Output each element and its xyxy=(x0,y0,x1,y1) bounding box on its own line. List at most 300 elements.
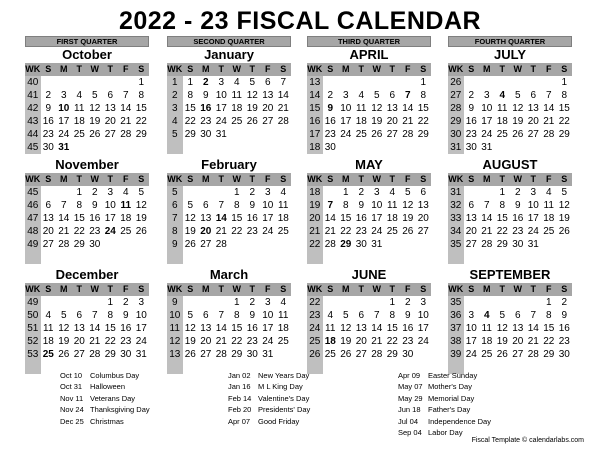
day-cell xyxy=(369,141,385,154)
day-cell: 15 xyxy=(386,323,398,334)
week-number xyxy=(307,251,323,264)
day-cell: 30 xyxy=(355,239,367,250)
day-cell: 26 xyxy=(135,226,147,237)
day-cell xyxy=(118,238,134,251)
day-cell: 11 xyxy=(543,200,554,211)
day-cell: 12 xyxy=(184,323,196,334)
day-cell xyxy=(118,251,134,264)
day-cell: 14 xyxy=(120,103,132,114)
day-cell: 6 xyxy=(107,90,114,101)
day-cell: 9 xyxy=(249,310,256,321)
weekday-header: F xyxy=(118,63,134,76)
day-cell: 10 xyxy=(465,323,477,334)
day-cell: 17 xyxy=(527,213,539,224)
day-cell xyxy=(103,238,119,251)
day-cell: 8 xyxy=(138,90,145,101)
day-cell xyxy=(260,251,276,264)
holiday-column xyxy=(398,370,491,438)
day-cell: 16 xyxy=(89,213,101,224)
day-cell xyxy=(338,296,354,309)
holiday-name: Mother's Day xyxy=(428,382,472,392)
day-cell xyxy=(198,141,214,154)
day-cell xyxy=(229,128,245,141)
day-cell: 17 xyxy=(481,116,493,127)
day-cell: 8 xyxy=(499,200,506,211)
weekday-header: W xyxy=(229,63,245,76)
month-block xyxy=(448,267,572,374)
day-cell: 25 xyxy=(120,226,132,237)
day-cell: 4 xyxy=(122,187,129,198)
month-block xyxy=(448,157,572,264)
day-cell xyxy=(276,251,292,264)
day-cell: 18 xyxy=(386,213,398,224)
day-cell xyxy=(260,238,276,251)
day-cell: 20 xyxy=(465,226,477,237)
holiday-date: May 29 xyxy=(398,393,423,403)
week-number: 9 xyxy=(167,238,183,251)
day-cell: 26 xyxy=(558,226,570,237)
day-cell xyxy=(87,296,103,309)
day-cell: 28 xyxy=(527,349,539,360)
month-block xyxy=(448,47,572,154)
day-cell: 5 xyxy=(404,187,411,198)
weekday-header: F xyxy=(260,283,276,296)
day-cell xyxy=(72,296,88,309)
day-cell xyxy=(416,348,432,361)
day-cell xyxy=(510,251,526,264)
day-cell: 3 xyxy=(373,187,380,198)
weekday-header: T xyxy=(495,173,511,186)
day-cell: 9 xyxy=(358,200,365,211)
day-cell xyxy=(416,141,432,154)
holiday-date: Jan 02 xyxy=(228,371,251,380)
day-cell: 16 xyxy=(465,116,477,127)
week-number-header: WK xyxy=(307,284,323,294)
day-cell xyxy=(198,296,214,309)
day-cell: 21 xyxy=(277,103,289,114)
day-cell: 22 xyxy=(496,226,508,237)
day-cell: 4 xyxy=(76,90,83,101)
day-cell: 9 xyxy=(561,310,568,321)
day-cell: 29 xyxy=(340,239,352,250)
day-cell: 7 xyxy=(218,200,225,211)
day-cell: 12 xyxy=(184,213,196,224)
day-cell: 18 xyxy=(496,116,508,127)
day-cell: 11 xyxy=(278,310,289,321)
day-cell: 17 xyxy=(371,213,383,224)
day-cell: 18 xyxy=(277,323,289,334)
day-cell: 28 xyxy=(481,239,493,250)
holiday-date: Feb 20 xyxy=(228,405,252,415)
day-cell: 24 xyxy=(262,226,274,237)
day-cell: 20 xyxy=(200,336,212,347)
day-cell: 20 xyxy=(512,336,524,347)
day-cell: 17 xyxy=(340,116,352,127)
day-cell: 29 xyxy=(386,349,398,360)
day-cell: 1 xyxy=(389,297,396,308)
day-cell: 28 xyxy=(89,349,101,360)
day-cell: 19 xyxy=(58,336,70,347)
day-cell: 14 xyxy=(402,103,414,114)
week-number: 18 xyxy=(307,141,323,154)
day-cell: 11 xyxy=(387,200,398,211)
day-cell xyxy=(526,141,542,154)
holiday-name: Easter Sunday xyxy=(428,371,478,380)
week-number: 45 xyxy=(25,141,41,154)
weekday-header: M xyxy=(479,283,495,296)
holiday-name: Halloween xyxy=(90,382,126,392)
day-cell xyxy=(557,238,573,251)
day-cell: 27 xyxy=(465,239,477,250)
day-cell xyxy=(245,238,261,251)
day-cell xyxy=(56,186,72,199)
day-cell: 12 xyxy=(371,103,383,114)
week-number: 41 xyxy=(25,89,41,102)
week-number-header: WK xyxy=(448,174,464,184)
day-cell: 3 xyxy=(264,187,271,198)
day-cell: 31 xyxy=(135,349,147,360)
week-number-header: WK xyxy=(448,284,464,294)
day-cell: 25 xyxy=(324,349,336,360)
month-block xyxy=(307,267,431,374)
holiday-item xyxy=(60,416,150,427)
day-cell xyxy=(495,251,511,264)
day-cell xyxy=(276,348,292,361)
day-cell: 15 xyxy=(231,323,243,334)
day-cell: 27 xyxy=(262,116,274,127)
day-cell: 19 xyxy=(246,103,258,114)
week-number: 13 xyxy=(307,76,323,89)
day-cell: 23 xyxy=(120,336,132,347)
day-cell: 7 xyxy=(60,200,67,211)
page-title: 2022 - 23 FISCAL CALENDAR xyxy=(118,7,482,35)
day-cell: 20 xyxy=(42,226,54,237)
day-cell: 28 xyxy=(324,239,336,250)
day-cell: 10 xyxy=(215,90,227,101)
day-cell: 31 xyxy=(58,142,70,153)
day-cell: 12 xyxy=(496,323,508,334)
day-cell xyxy=(495,296,511,309)
day-cell xyxy=(495,141,511,154)
day-cell: 20 xyxy=(73,336,85,347)
week-number: 17 xyxy=(307,128,323,141)
day-cell: 5 xyxy=(138,187,145,198)
weekday-header: F xyxy=(541,283,557,296)
weekday-header: M xyxy=(56,63,72,76)
day-cell xyxy=(541,238,557,251)
weekday-header: S xyxy=(557,173,573,186)
week-number: 47 xyxy=(25,212,41,225)
day-cell xyxy=(510,361,526,374)
weekday-header: T xyxy=(245,63,261,76)
day-cell: 14 xyxy=(481,213,493,224)
day-cell xyxy=(338,141,354,154)
day-cell: 17 xyxy=(262,323,274,334)
footer-credit: Fiscal Template © calendarlabs.com xyxy=(471,437,584,444)
day-cell: 25 xyxy=(231,116,243,127)
month-block xyxy=(25,47,149,154)
day-cell: 5 xyxy=(514,90,521,101)
day-cell: 8 xyxy=(233,200,240,211)
week-number: 7 xyxy=(167,212,183,225)
day-cell xyxy=(260,128,276,141)
day-cell: 2 xyxy=(249,187,256,198)
day-cell: 23 xyxy=(465,129,477,140)
week-number: 39 xyxy=(448,348,464,361)
weekday-header: T xyxy=(245,173,261,186)
day-cell: 12 xyxy=(58,323,70,334)
day-cell xyxy=(541,251,557,264)
week-number: 34 xyxy=(448,225,464,238)
month-block xyxy=(167,47,291,154)
weekday-header: T xyxy=(103,63,119,76)
week-number: 32 xyxy=(448,199,464,212)
day-cell: 7 xyxy=(373,310,380,321)
week-number xyxy=(167,251,183,264)
day-cell xyxy=(183,141,199,154)
day-cell: 6 xyxy=(389,90,396,101)
week-number: 40 xyxy=(25,76,41,89)
day-cell: 30 xyxy=(246,349,258,360)
day-cell: 16 xyxy=(42,116,54,127)
day-cell: 30 xyxy=(42,142,54,153)
day-cell: 30 xyxy=(558,349,570,360)
day-cell: 11 xyxy=(325,323,336,334)
day-cell xyxy=(338,251,354,264)
holiday-date: Nov 11 xyxy=(60,393,84,403)
weekday-header: W xyxy=(87,283,103,296)
holiday-name: Veterans Day xyxy=(90,393,136,403)
weekday-header: F xyxy=(260,173,276,186)
day-cell: 18 xyxy=(324,336,336,347)
day-cell xyxy=(323,76,339,89)
weekday-header: T xyxy=(385,173,401,186)
day-cell: 18 xyxy=(277,213,289,224)
weekday-header: S xyxy=(416,63,432,76)
day-cell: 13 xyxy=(465,213,477,224)
day-cell: 9 xyxy=(249,200,256,211)
weekday-header: T xyxy=(214,283,230,296)
day-cell: 30 xyxy=(324,142,336,153)
week-number xyxy=(25,251,41,264)
day-cell: 12 xyxy=(89,103,101,114)
day-cell: 2 xyxy=(561,297,568,308)
day-cell xyxy=(72,251,88,264)
day-cell xyxy=(183,251,199,264)
quarter-header: FIRST QUARTER xyxy=(25,36,149,47)
day-cell: 5 xyxy=(342,310,349,321)
holiday-name: Father's Day xyxy=(428,405,471,415)
day-cell: 12 xyxy=(402,200,414,211)
week-number-header: WK xyxy=(167,64,183,74)
day-cell: 7 xyxy=(280,77,287,88)
holiday-date: Apr 07 xyxy=(228,416,251,426)
day-cell: 2 xyxy=(91,187,98,198)
day-cell: 9 xyxy=(404,310,411,321)
day-cell: 1 xyxy=(545,297,552,308)
week-number: 25 xyxy=(307,335,323,348)
day-cell xyxy=(103,141,119,154)
weekday-header: F xyxy=(400,283,416,296)
day-cell: 21 xyxy=(543,116,555,127)
weekday-header: S xyxy=(416,283,432,296)
day-cell: 18 xyxy=(73,116,85,127)
day-cell: 6 xyxy=(76,310,83,321)
day-cell: 25 xyxy=(481,349,493,360)
day-cell: 9 xyxy=(91,200,98,211)
quarter-header: SECOND QUARTER xyxy=(167,36,291,47)
day-cell xyxy=(400,141,416,154)
quarter-header: THIRD QUARTER xyxy=(307,36,431,47)
day-cell: 26 xyxy=(340,349,352,360)
day-cell xyxy=(369,361,385,374)
day-cell: 25 xyxy=(386,226,398,237)
day-cell: 11 xyxy=(43,323,54,334)
day-cell: 10 xyxy=(104,200,116,211)
day-cell xyxy=(369,251,385,264)
quarter-column xyxy=(307,36,431,360)
holiday-name: Columbus Day xyxy=(90,371,140,380)
month-grid xyxy=(448,283,572,374)
week-number: 44 xyxy=(25,128,41,141)
day-cell: 8 xyxy=(233,310,240,321)
holiday-name: Memorial Day xyxy=(428,393,475,403)
weekday-header: T xyxy=(526,63,542,76)
month-name: MAY xyxy=(355,157,383,172)
weekday-header: M xyxy=(56,173,72,186)
day-cell: 19 xyxy=(402,213,414,224)
day-cell: 22 xyxy=(104,336,116,347)
day-cell xyxy=(541,141,557,154)
day-cell: 25 xyxy=(496,129,508,140)
day-cell xyxy=(56,251,72,264)
day-cell: 30 xyxy=(120,349,132,360)
day-cell: 24 xyxy=(58,129,70,140)
week-number: 26 xyxy=(448,76,464,89)
day-cell: 25 xyxy=(42,349,54,360)
week-number: 1 xyxy=(167,76,183,89)
day-cell: 31 xyxy=(527,239,539,250)
weekday-header: T xyxy=(72,173,88,186)
day-cell: 22 xyxy=(417,116,429,127)
month-name: JUNE xyxy=(351,267,387,282)
day-cell xyxy=(260,141,276,154)
holiday-item xyxy=(398,381,491,392)
day-cell: 5 xyxy=(60,310,67,321)
holiday-date: May 07 xyxy=(398,382,423,392)
day-cell: 18 xyxy=(543,213,555,224)
day-cell: 9 xyxy=(45,103,52,114)
day-cell: 1 xyxy=(187,77,194,88)
day-cell: 7 xyxy=(122,90,129,101)
day-cell: 27 xyxy=(73,349,85,360)
day-cell xyxy=(323,361,339,374)
day-cell: 17 xyxy=(215,103,227,114)
month-grid xyxy=(307,63,431,154)
day-cell: 23 xyxy=(558,336,570,347)
month-grid xyxy=(307,173,431,264)
day-cell xyxy=(323,296,339,309)
week-number: 50 xyxy=(25,309,41,322)
day-cell: 25 xyxy=(73,129,85,140)
day-cell: 17 xyxy=(135,323,147,334)
week-number: 28 xyxy=(448,102,464,115)
weekday-header: F xyxy=(400,63,416,76)
day-cell xyxy=(557,141,573,154)
weekday-header: S xyxy=(557,283,573,296)
week-number: 45 xyxy=(25,186,41,199)
day-cell: 22 xyxy=(231,336,243,347)
holiday-item xyxy=(60,393,150,404)
day-cell: 29 xyxy=(417,129,429,140)
day-cell: 31 xyxy=(215,129,227,140)
weekday-header: T xyxy=(495,63,511,76)
day-cell: 30 xyxy=(465,142,477,153)
day-cell: 5 xyxy=(187,310,194,321)
day-cell: 6 xyxy=(264,77,271,88)
day-cell: 12 xyxy=(246,90,258,101)
weekday-header: W xyxy=(369,63,385,76)
day-cell xyxy=(214,186,230,199)
day-cell: 21 xyxy=(58,226,70,237)
holiday-date: Nov 24 xyxy=(60,405,84,415)
month-grid xyxy=(25,173,149,264)
weekday-header: M xyxy=(479,63,495,76)
day-cell: 21 xyxy=(481,226,493,237)
day-cell xyxy=(103,76,119,89)
week-number-header: WK xyxy=(25,284,41,294)
day-cell: 10 xyxy=(262,310,274,321)
quarter-header: FOURTH QUARTER xyxy=(448,36,572,47)
day-cell: 26 xyxy=(496,349,508,360)
week-number: 15 xyxy=(307,102,323,115)
day-cell xyxy=(87,141,103,154)
day-cell: 14 xyxy=(543,103,555,114)
month-block xyxy=(25,267,149,374)
day-cell: 22 xyxy=(231,226,243,237)
holiday-column xyxy=(228,370,310,427)
month-block xyxy=(307,47,431,154)
weekday-header: M xyxy=(338,63,354,76)
day-cell: 23 xyxy=(402,336,414,347)
month-grid xyxy=(25,283,149,374)
month-name: AUGUST xyxy=(482,157,538,172)
day-cell xyxy=(198,186,214,199)
day-cell xyxy=(214,296,230,309)
day-cell: 24 xyxy=(465,349,477,360)
day-cell xyxy=(72,76,88,89)
quarter-column xyxy=(167,36,291,360)
day-cell: 9 xyxy=(468,103,475,114)
day-cell xyxy=(354,296,370,309)
day-cell: 20 xyxy=(104,116,116,127)
month-grid xyxy=(167,173,291,264)
day-cell: 28 xyxy=(215,349,227,360)
week-number: 38 xyxy=(448,335,464,348)
day-cell: 8 xyxy=(420,90,427,101)
day-cell xyxy=(87,76,103,89)
day-cell: 1 xyxy=(561,77,568,88)
day-cell xyxy=(479,251,495,264)
day-cell: 26 xyxy=(184,239,196,250)
day-cell xyxy=(56,296,72,309)
day-cell: 15 xyxy=(184,103,196,114)
day-cell: 24 xyxy=(135,336,147,347)
weekday-header: T xyxy=(495,283,511,296)
weekday-header: W xyxy=(229,173,245,186)
day-cell: 26 xyxy=(402,226,414,237)
weekday-header: M xyxy=(479,173,495,186)
